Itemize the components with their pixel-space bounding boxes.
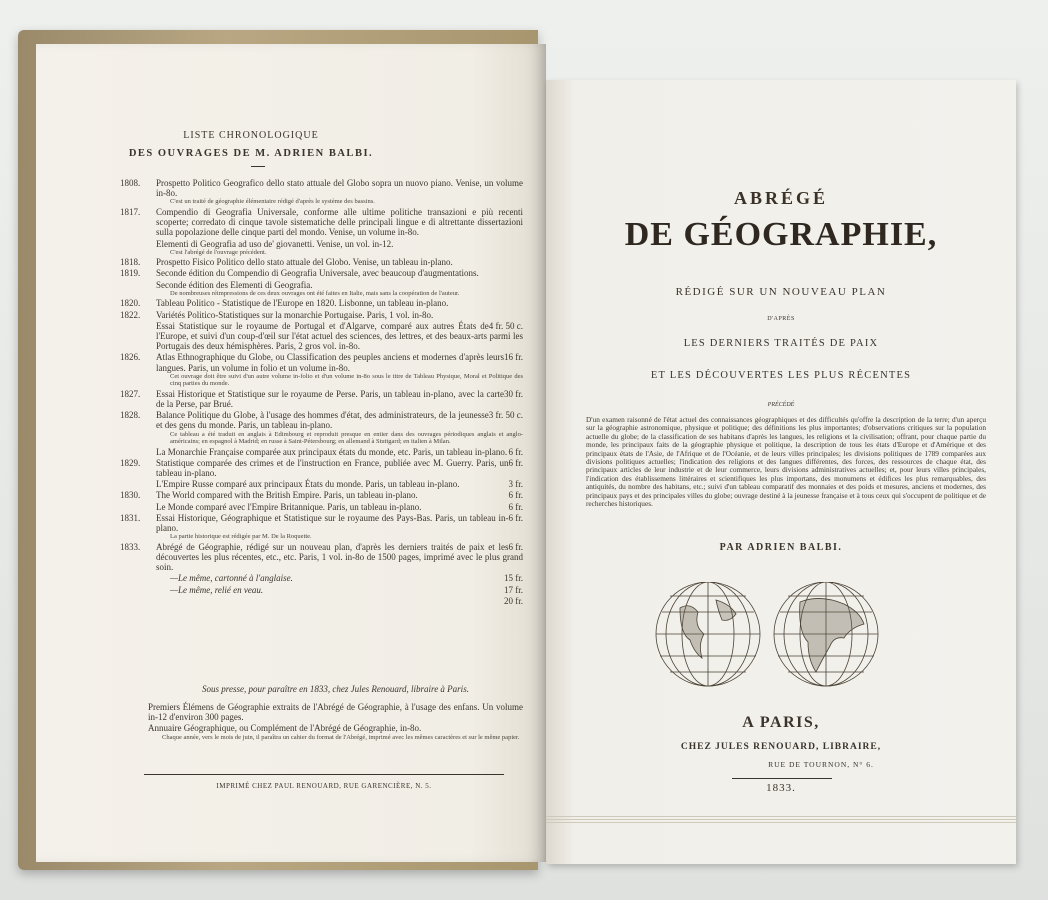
work-entry — [120, 268, 523, 279]
title-page — [546, 80, 1016, 864]
press-notice: Sous presse, pour paraître en 1833, chez Jules Renouard, libraire à Paris. — [202, 684, 469, 694]
work-year: 1826. — [120, 352, 141, 363]
work-year: 1822. — [120, 309, 141, 320]
work-title: Statistique comparée des crimes et de l'instruction en France, publiée avec M. Guerry. Paris, un tableau in-plano. — [156, 457, 509, 478]
work-entry — [148, 321, 523, 352]
work-note: C'est un traité de géographie élémentaire rédigé d'après le système des bassins. — [170, 198, 375, 206]
globe-west-icon — [656, 582, 760, 686]
list-heading: LISTE CHRONOLOGIQUE — [183, 130, 319, 141]
place-of-publication: A PARIS, — [742, 714, 820, 731]
variant-price: 17 fr. — [504, 584, 523, 595]
work-entry — [148, 479, 523, 489]
subtitle-precede: PRÉCÉDÉ — [767, 402, 795, 408]
work-price: 6 fr. — [508, 490, 523, 501]
work-note: C'est l'abrégé de l'ouvrage précédent. — [170, 248, 267, 256]
work-price: 30 fr. — [504, 388, 523, 399]
binding-variant — [148, 585, 523, 595]
work-price: 6 fr. — [508, 457, 523, 468]
work-year: 1829. — [120, 457, 141, 468]
year-rule — [732, 778, 832, 779]
work-title: Prospetto Politico Geografico dello stato attuale del Globo sopra un nuovo piano. Venise, un volume in-8o. — [156, 178, 523, 199]
globes-illustration — [650, 582, 890, 692]
work-title: Essai Historique et Statistique sur le royaume de Perse. Paris, un tableau in-plano, avec la carte de la Perse, par Brué. — [156, 388, 504, 409]
work-year: 1831. — [120, 512, 141, 523]
works-list — [120, 178, 523, 606]
work-entry — [120, 457, 523, 478]
work-entry — [120, 352, 523, 388]
work-entry — [120, 257, 523, 268]
work-note: La partie historique est rédigée par M. De la Roquette. — [170, 533, 312, 541]
globe-east-icon — [774, 582, 878, 686]
work-title: Seconde édition du Compendio di Geografia Universale, avec beaucoup d'augmentations. — [156, 268, 479, 279]
work-entry — [120, 388, 523, 409]
work-title: Seconde édition des Elementi di Geografia. — [156, 279, 313, 290]
work-title: Abrégé de Géographie, rédigé sur un nouveau plan, d'après les derniers traités de paix et les découvertes les plus récentes, etc., etc. Paris, 1 vol. in-8o de 1500 pages, imprimé avec le plus grand soin. — [156, 541, 523, 573]
work-entry — [148, 502, 523, 512]
work-year: 1819. — [120, 268, 141, 279]
heading-rule — [251, 166, 265, 167]
open-book — [18, 30, 1018, 870]
list-subheading: DES OUVRAGES DE M. ADRIEN BALBI. — [128, 148, 374, 159]
forthcoming-note: Chaque année, vers le mois de juin, il paraîtra un cahier du format de l'Abrégé, imprimé avec les mêmes caractères et sur le même papier. — [162, 733, 520, 741]
work-entry — [120, 410, 523, 446]
printer-imprint: IMPRIMÉ CHEZ PAUL RENOUARD, RUE GARENCIÈRE, N. 5. — [216, 782, 432, 790]
work-title: Balance Politique du Globe, à l'usage des hommes d'état, des administrateurs, de la jeunesse et des gens du monde. Paris, un tableau in-plano. — [156, 410, 489, 431]
work-title: La Monarchie Française comparée aux principaux états du monde, etc. Paris, un tableau in-plano. — [156, 446, 508, 457]
work-note: De nombreuses réimpressions de ces deux ouvrages ont été faites en Italie, mais sans la coopération de l'auteur. — [170, 289, 460, 297]
work-title: L'Empire Russe comparé aux principaux États du monde. Paris, un tableau in-plano. — [156, 479, 460, 490]
work-year: 1820. — [120, 298, 141, 309]
subtitle-dapres: D'APRÈS — [767, 316, 795, 322]
page-block-edges — [546, 814, 1016, 874]
left-page — [36, 44, 546, 862]
forthcoming-title: Premiers Élémens de Géographie extraits de l'Abrégé de Géographie, à l'usage des enfans. Un volume in-12 d'environ 300 pages. — [148, 702, 523, 723]
work-title: Essai Statistique sur le royaume de Portugal et d'Algarve, comparé aux autres États de l'Europe, et suivi d'un coup-d'œil sur l'état actuel des sciences, des lettres, et des beaux-arts parmi les Portugais des deux hémisphères. Paris, 2 gros vol. in-8o. — [156, 320, 523, 352]
variant-price: 15 fr. — [504, 573, 523, 584]
work-title: The World compared with the British Empire. Paris, un tableau in-plano. — [156, 490, 418, 501]
description-paragraph: D'un examen raisonné de l'état actuel des connaissances géographiques et des difficultés qu'offre la description de la terre; d'un aperçu sur la géographie astronomique, physique et politique; des définitions les plus importantes; d'observations critiques sur la population actuelle du globe; de la classification de ses habitans d'après les langues, les religions et la civilisation; offrant, pour chaque partie du monde, les principaux faits de la géographie physique et politique, la description de tous les états d'Europe et d'Amérique et des principaux états de l'Asie, de l'Afrique et de l'Océanie, et de leurs villes principales; les divisions politiques de 1789 comparées aux divisions politiques actuelles; l'indication des religions et des langues différentes, des forces, des ressources de chaque état, des principaux articles de leur industrie et de leur commerce, leurs divisions administratives actuelles; et, pour leurs villes principales, l'indication des établissemens littéraires et scientifiques les plus importans, des monumens et édifices les plus remarquables, des antiquités, du nombre des habitans, etc.; suivi d'un tableau comparatif des monnaies et des poids et mesures, anciens et modernes, des principaux pays et des principales villes du globe; ouvrage destiné à la jeunesse française et à tous ceux qui s'occupent de politique et de recherches historiques. — [586, 415, 986, 509]
binding-variant — [148, 573, 523, 583]
work-entry — [120, 309, 523, 320]
subtitle-decouvertes: ET LES DÉCOUVERTES LES PLUS RÉCENTES — [650, 370, 912, 381]
work-entry — [120, 490, 523, 501]
work-note: Cet ouvrage doit être suivi d'un autre volume in-folio et d'un volume in-8o sous le titre de Tableau Physique, Moral et Politique des cinq parties du monde. — [170, 372, 523, 388]
work-title: Atlas Ethnographique du Globe, ou Classification des peuples anciens et modernes d'après leurs langues. Paris, un volume in folio et un volume in-8o. — [156, 352, 504, 373]
work-price: 16 fr. — [504, 352, 523, 363]
work-price: 3 fr. — [508, 479, 523, 490]
work-entry — [148, 280, 523, 298]
publisher-address: RUE DE TOURNON, N° 6. — [768, 760, 874, 769]
author-line: PAR ADRIEN BALBI. — [719, 542, 843, 553]
work-title: Essai Historique, Géographique et Statistique sur le royaume des Pays-Bas. Paris, un tableau in-plano. — [156, 512, 509, 533]
work-title: Variétés Politico-Statistiques sur la monarchie Portugaise. Paris, 1 vol. in-8o. — [156, 309, 434, 320]
work-entry — [148, 447, 523, 457]
work-year: 1827. — [120, 388, 141, 399]
work-title: Elementi di Geografia ad uso de' giovanetti. Venise, un vol. in-12. — [156, 238, 394, 249]
variant-label: —Le même, cartonné à l'anglaise. — [170, 573, 293, 584]
work-price: 6 fr. — [508, 501, 523, 512]
work-year: 1808. — [120, 178, 141, 188]
work-entry — [120, 512, 523, 541]
work-note: Ce tableau a été traduit en anglais à Edimbourg et reproduit presque en entier dans des ouvrages périodiques anglais et anglo-américains; en espagnol à Madrid; en russe à Saint-Pétersbourg; en allemand à Stuttgard; en italien à Milan. — [170, 430, 523, 446]
work-title: Le Monde comparé avec l'Empire Britannique. Paris, un tableau in-plano. — [156, 501, 422, 512]
work-entry — [120, 298, 523, 309]
work-title: Tableau Politico - Statistique de l'Europe en 1820. Lisbonne, un tableau in-plano. — [156, 298, 449, 309]
work-price: 6 fr. — [508, 446, 523, 457]
publication-year: 1833. — [766, 782, 796, 794]
variant-label: —Le même, relié en veau. — [170, 584, 264, 595]
work-year: 1828. — [120, 410, 141, 421]
forthcoming-entry — [140, 723, 523, 741]
subtitle-redige: RÉDIGÉ SUR UN NOUVEAU PLAN — [675, 286, 887, 298]
work-entry — [148, 239, 523, 257]
publisher-line: CHEZ JULES RENOUARD, LIBRAIRE, — [680, 742, 882, 752]
forthcoming-title: Annuaire Géographique, ou Complément de l'Abrégé de Géographie, in-8o. — [148, 723, 422, 734]
work-price: 3 fr. 50 c. — [488, 410, 523, 421]
forthcoming-list — [140, 702, 523, 742]
title-geographie: DE GÉOGRAPHIE, — [624, 216, 938, 253]
work-title: Prospetto Fisico Politico dello stato attuale del Globo. Venise, un tableau in-plano. — [156, 257, 453, 268]
subtitle-traites: LES DERNIERS TRAITÉS DE PAIX — [683, 338, 879, 349]
title-abrege: ABRÉGÉ — [733, 188, 829, 208]
forthcoming-entry — [140, 702, 523, 722]
work-price: 6 fr. — [508, 541, 523, 552]
printer-rule — [144, 774, 504, 775]
work-entry — [120, 206, 523, 238]
work-price: 6 fr. — [508, 512, 523, 523]
work-entry — [120, 178, 523, 206]
work-year: 1818. — [120, 257, 141, 268]
work-entry — [120, 541, 523, 573]
work-year: 1817. — [120, 206, 141, 217]
work-title: Compendio di Geografia Universale, conforme alle ultime politiche transazioni e più recenti scoperte; corredato di cinque tavole sistematiche delle principali lingue e di altrettante dissertazioni sulla popolazione delle cinque parti del mondo. Venise, un volume in-8o. — [156, 206, 523, 238]
work-year: 1830. — [120, 490, 141, 501]
work-year: 1833. — [120, 541, 141, 552]
variant-price: 20 fr. — [504, 595, 523, 606]
work-price: 4 fr. 50 c. — [488, 320, 523, 331]
